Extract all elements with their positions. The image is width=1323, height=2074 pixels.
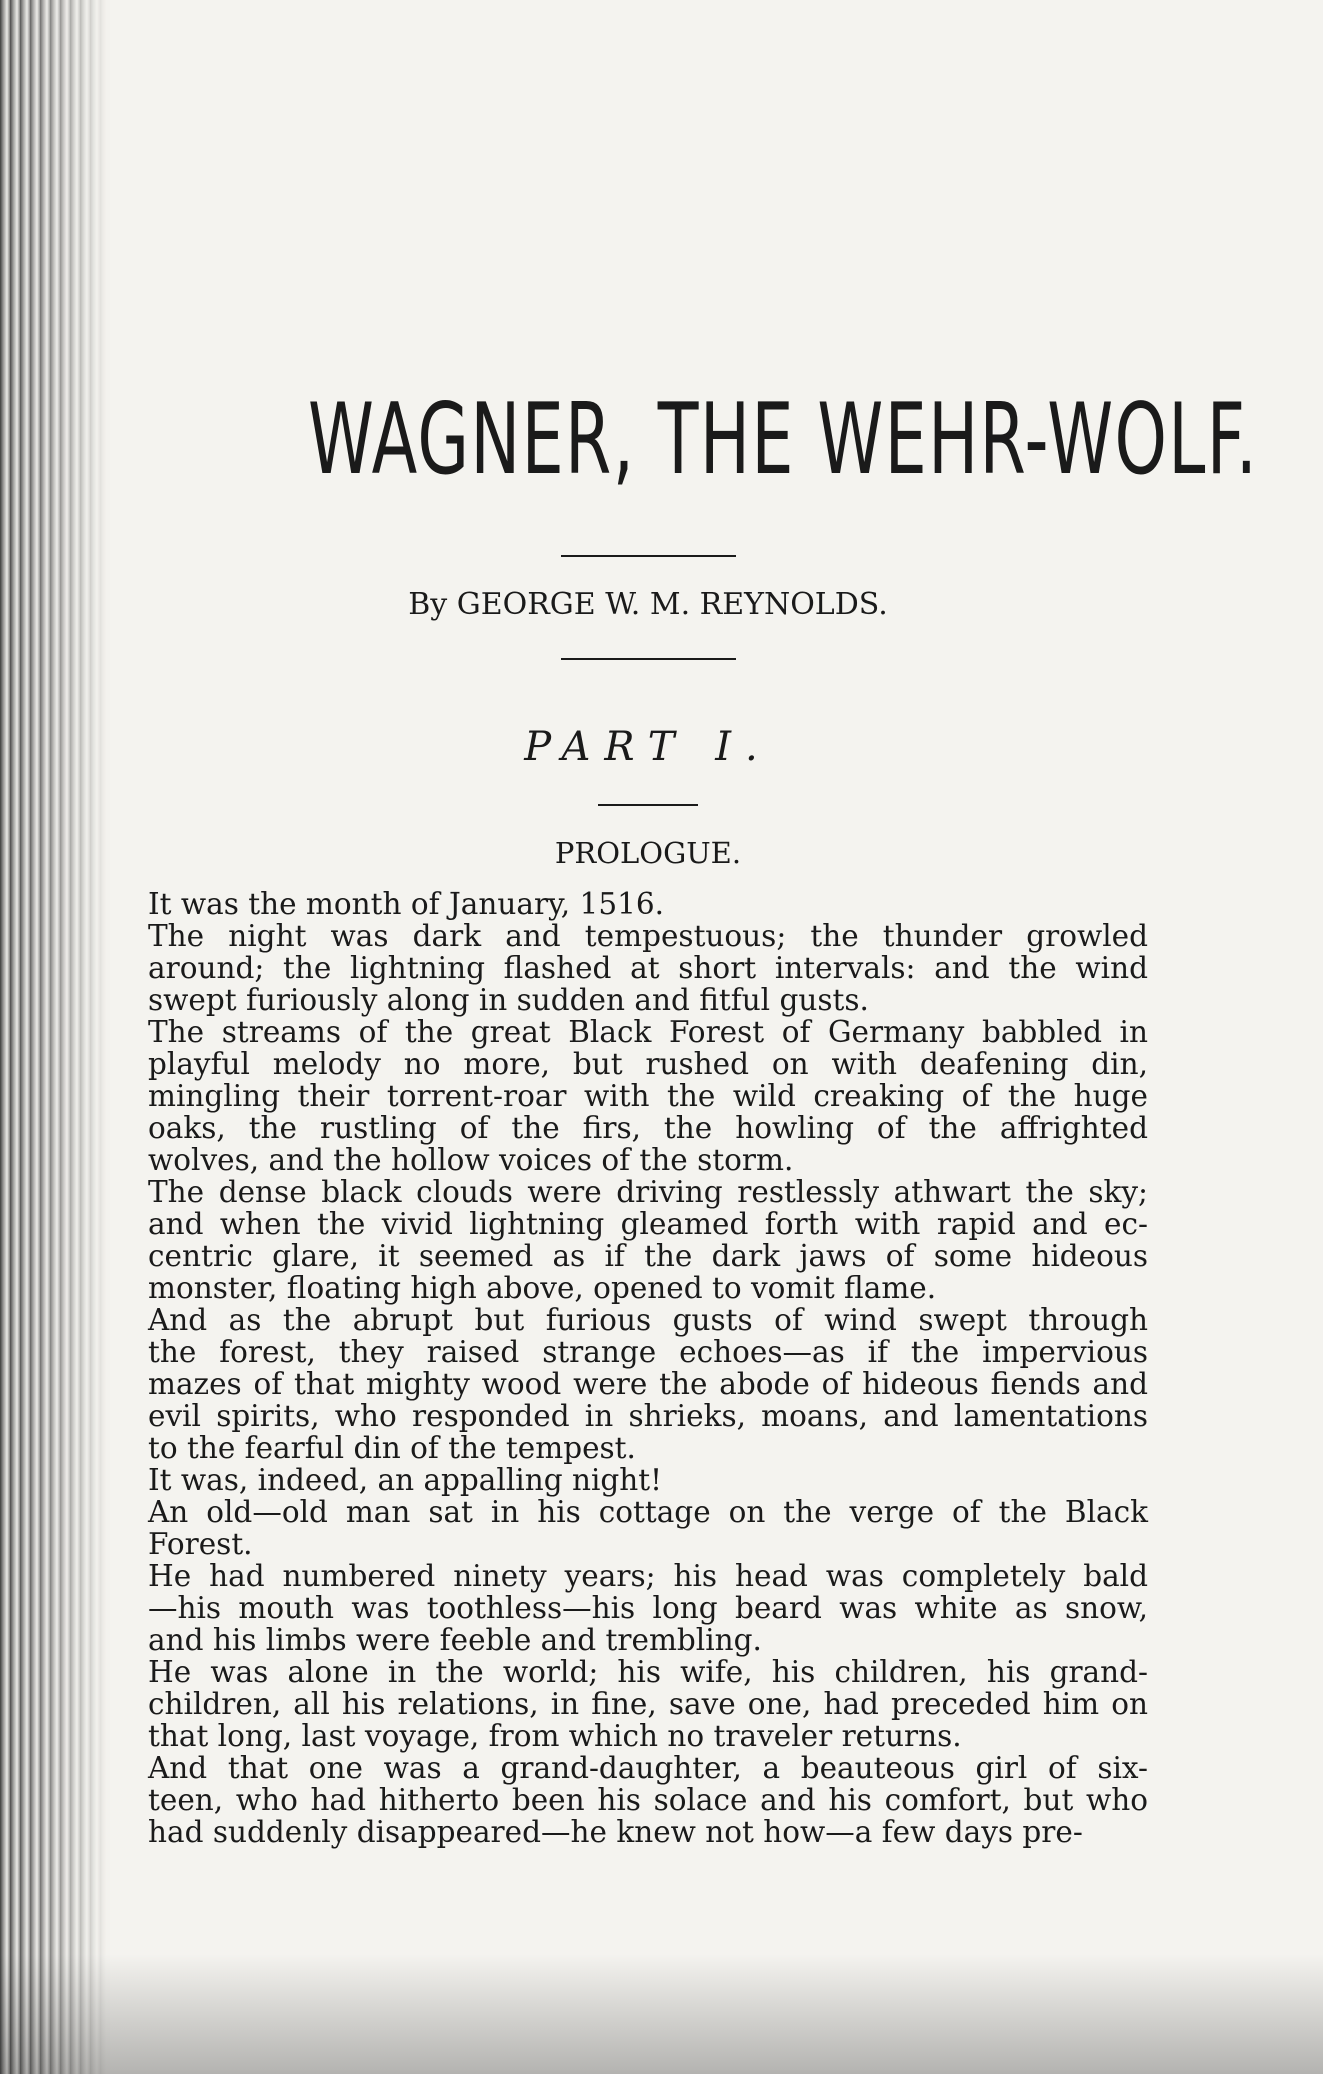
paragraph — [148, 1752, 1148, 1848]
text-line: It was the month of January, 1516. — [148, 887, 665, 921]
paragraph — [148, 1656, 1148, 1752]
text-line: The streams of the great Black Forest of Germany babbled in — [148, 1015, 1148, 1049]
paragraph — [148, 1464, 1148, 1496]
paragraph — [148, 1304, 1148, 1464]
text-line: children, all his relations, in fine, save one, had preceded him on — [148, 1687, 1148, 1721]
author-byline: By GEORGE W. M. REYNOLDS. — [408, 587, 888, 622]
text-line: around; the lightning flashed at short intervals: and the wind — [148, 951, 1148, 985]
text-line: He was alone in the world; his wife, his children, his grand- — [148, 1655, 1148, 1689]
paragraph — [148, 888, 1148, 920]
text-line: evil spirits, who responded in shrieks, moans, and lamentations — [148, 1399, 1148, 1433]
text-line: And as the abrupt but furious gusts of wind swept through — [148, 1303, 1148, 1337]
book-page — [148, 380, 1259, 1849]
section-heading: PROLOGUE. — [554, 836, 742, 870]
paragraph — [148, 920, 1148, 1016]
text-line: The dense black clouds were driving restlessly athwart the sky; — [148, 1175, 1148, 1209]
text-line: mazes of that mighty wood were the abode of hideous fiends and — [148, 1367, 1148, 1401]
text-line: and his limbs were feeble and trembling. — [148, 1623, 762, 1657]
text-line: that long, last voyage, from which no traveler returns. — [148, 1719, 962, 1753]
scan-bottom-shadow — [0, 1954, 1323, 2074]
text-line: playful melody no more, but rushed on with deafening din, — [148, 1047, 1148, 1081]
text-line: had suddenly disappeared—he knew not how—a few days pre- — [148, 1815, 1083, 1849]
body-text — [148, 888, 1148, 1848]
paragraph — [148, 1496, 1148, 1560]
text-line: And that one was a grand-daughter, a beauteous girl of six- — [148, 1751, 1148, 1785]
paragraph — [148, 1176, 1148, 1304]
text-line: oaks, the rustling of the firs, the howling of the affrighted — [148, 1111, 1148, 1145]
scan-edge-shadow — [0, 0, 110, 2074]
text-line: wolves, and the hollow voices of the storm. — [148, 1143, 794, 1177]
page-title: WAGNER, THE WEHR-WOLF. — [308, 383, 1259, 497]
text-line: The night was dark and tempestuous; the thunder growled — [148, 919, 1148, 953]
text-line: centric glare, it seemed as if the dark jaws of some hideous — [148, 1239, 1148, 1273]
text-line: swept furiously along in sudden and fitful gusts. — [148, 983, 869, 1017]
part-heading: PART I. — [524, 724, 772, 770]
divider-rule — [561, 658, 736, 660]
text-line: and when the vivid lightning gleamed forth with rapid and ec- — [148, 1207, 1148, 1241]
paragraph — [148, 1016, 1148, 1176]
divider-rule — [561, 555, 736, 557]
text-line: the forest, they raised strange echoes—as if the impervious — [148, 1335, 1148, 1369]
text-line: to the fearful din of the tempest. — [148, 1431, 636, 1465]
text-line: mingling their torrent-roar with the wild creaking of the huge — [148, 1079, 1148, 1113]
text-line: monster, floating high above, opened to vomit flame. — [148, 1271, 937, 1305]
divider-rule — [598, 804, 698, 806]
paragraph — [148, 1560, 1148, 1656]
text-line: It was, indeed, an appalling night! — [148, 1463, 662, 1497]
text-line: teen, who had hitherto been his solace and his comfort, but who — [148, 1783, 1148, 1817]
text-line: Forest. — [148, 1527, 253, 1561]
text-line: He had numbered ninety years; his head was completely bald — [148, 1559, 1148, 1593]
text-line: An old—old man sat in his cottage on the verge of the Black — [148, 1495, 1148, 1529]
text-line: —his mouth was toothless—his long beard was white as snow, — [148, 1591, 1148, 1625]
